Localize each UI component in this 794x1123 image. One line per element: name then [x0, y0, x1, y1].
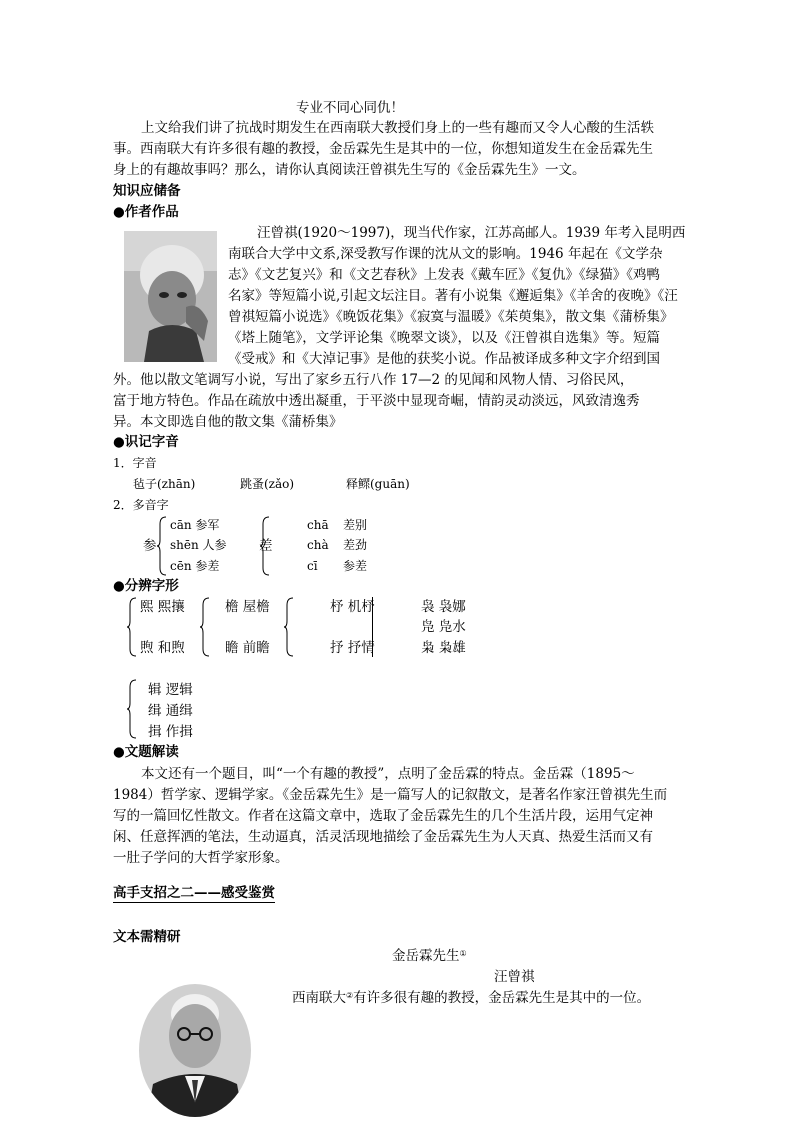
- article-first-note: ②: [346, 991, 354, 1000]
- analysis-line-1: 本文还有一个题目，叫“一个有趣的教授”，点明了金岳霖的特点。金岳霖（1895～: [141, 766, 635, 782]
- article-title: [392, 946, 467, 966]
- item1-label: 1．字音: [113, 456, 157, 470]
- poly2-word-1: 差别: [343, 518, 368, 532]
- shape-group-1-row-3: 煦 和煦: [140, 640, 185, 656]
- jin-yuelin-portrait: [139, 984, 251, 1117]
- intro-line-1: 上文给我们讲了抗战时期发生在西南联大教授们身上的一些有趣而又令人心酸的生活轶: [141, 120, 654, 136]
- article-first-b: 有许多很有趣的教授，金岳霖先生是其中的一位。: [353, 990, 651, 1006]
- analysis-heading: ●文题解读: [113, 744, 179, 760]
- poly1-item-3: cēn 参差: [170, 559, 220, 573]
- poly2-pinyin-2: chà: [307, 538, 329, 552]
- shape-group-1-row-1: 熙 熙攘: [140, 599, 185, 615]
- shape-group-3-brace: [283, 597, 295, 657]
- analysis-line-3: 写的一篇回忆性散文。作者在这篇文章中，选取了金岳霖先生的几个生活片段，运用气定神: [113, 808, 653, 824]
- shape-group-5-row-2: 缉 通缉: [148, 703, 193, 719]
- shape-group-2-brace: [199, 597, 211, 657]
- item1-word-3: 释鳏(guān): [346, 477, 410, 491]
- top-line: 专业不同心同仇！: [296, 100, 404, 116]
- section-knowledge-heading: 知识应储备: [113, 183, 181, 199]
- shape-group-2-row-3: 瞻 前瞻: [225, 640, 270, 656]
- shape-group-4-row-2: 凫 凫水: [421, 619, 466, 635]
- author-text-line-5: 曾祺短篇小说选》《晚饭花集》《寂寞与温暖》《茱萸集》，散文集《蒲桥集》: [228, 309, 674, 325]
- study-heading: 文本需精研: [113, 929, 181, 945]
- analysis-line-4: 闲、任意挥洒的笔法，生动逼真，活灵活现地描绘了金岳霖先生为人天真、热爱生活而又有: [113, 829, 653, 845]
- author-heading: ●作者作品: [113, 204, 179, 220]
- poly2-char: 差: [259, 538, 273, 554]
- author-text-line-3: 志》《文艺复兴》和《文艺春秋》上发表《戴车匠》《复仇》《绿猫》《鸡鸭: [228, 267, 660, 283]
- poly1-item-2: shēn 人参: [170, 538, 227, 552]
- shape-group-2-row-1: 檐 屋檐: [225, 599, 270, 615]
- poly1-item-1: cān 参军: [170, 518, 220, 532]
- analysis-line-5: 一肚子学问的大哲学家形象。: [113, 850, 289, 866]
- analysis-line-2: 1984）哲学家、逻辑学家。《金岳霖先生》是一篇写人的记叙散文，是著名作家汪曾祺先生而: [113, 787, 668, 803]
- article-first-a: 西南联大: [292, 990, 346, 1006]
- item2-label: 2．多音字: [113, 498, 169, 512]
- poly1-char: 参: [143, 538, 157, 554]
- pronunciation-heading: ●识记字音: [113, 434, 179, 450]
- shape-group-5-brace: [126, 679, 138, 739]
- poly2-word-2: 差劲: [343, 538, 368, 552]
- item1-word-2: 跳蚤(zǎo): [240, 477, 295, 491]
- shape-group-4-row-1: 袅 袅娜: [421, 599, 466, 615]
- shape-group-3-divider: [372, 597, 374, 657]
- intro-line-3: 身上的有趣故事吗？那么，请你认真阅读汪曾祺先生写的《金岳霖先生》一文。: [113, 162, 586, 178]
- shapes-heading: ●分辨字形: [113, 578, 179, 594]
- poly1-brace: [156, 516, 168, 576]
- poly2-pinyin-1: chā: [307, 518, 329, 532]
- shape-group-5-row-1: 辑 逻辑: [148, 682, 193, 698]
- shape-group-3-row-3: 抒 抒情: [330, 640, 375, 656]
- author-text-line-8: 外。他以散文笔调写小说，写出了家乡五行八作 17—2 的见闻和风物人情、习俗民风，: [113, 372, 634, 388]
- article-title-text: 金岳霖先生: [392, 948, 460, 964]
- article-author: 汪曾祺: [494, 969, 535, 985]
- master-heading: 高手支招之二——感受鉴赏: [113, 885, 275, 901]
- author-text-line-1: 汪曾祺(1920～1997)，现当代作家，江苏高邮人。1939 年考入昆明西: [257, 225, 686, 241]
- poly2-pinyin-3: cī: [307, 559, 318, 573]
- author-text-line-10: 异。本文即选自他的散文集《蒲桥集》: [113, 414, 343, 430]
- author-text-line-9: 富于地方特色。作品在疏放中透出凝重，于平淡中显现奇崛，情韵灵动淡远，风致清逸秀: [113, 393, 640, 409]
- item1-word-1: 毡子(zhān): [133, 477, 196, 491]
- author-text-line-6: 《塔上随笔》，文学评论集《晚翠文谈》，以及《汪曾祺自选集》等。短篇: [228, 330, 660, 346]
- author-text-line-4: 名家》等短篇小说,引起文坛注目。著有小说集《邂逅集》《羊舍的夜晚》《汪: [228, 288, 678, 304]
- shape-group-4-row-3: 枭 枭雄: [421, 640, 466, 656]
- article-first-line: [292, 988, 650, 1008]
- author-text-line-2: 南联合大学中文系,深受教写作课的沈从文的影响。1946 年起在《文学杂: [228, 246, 663, 262]
- intro-line-2: 事。西南联大有许多很有趣的教授，金岳霖先生是其中的一位，你想知道发生在金岳霖先生: [113, 141, 653, 157]
- shape-group-3-row-1: 杼 机杼: [330, 599, 375, 615]
- author-text-line-7: 《受戒》和《大淖记事》是他的获奖小说。作品被译成多种文字介绍到国: [228, 351, 660, 367]
- shape-group-1-brace: [126, 597, 138, 657]
- author-photo: [124, 231, 217, 362]
- poly2-word-3: 参差: [343, 559, 368, 573]
- shape-group-5-row-3: 揖 作揖: [148, 724, 193, 740]
- article-title-note: ①: [459, 949, 467, 958]
